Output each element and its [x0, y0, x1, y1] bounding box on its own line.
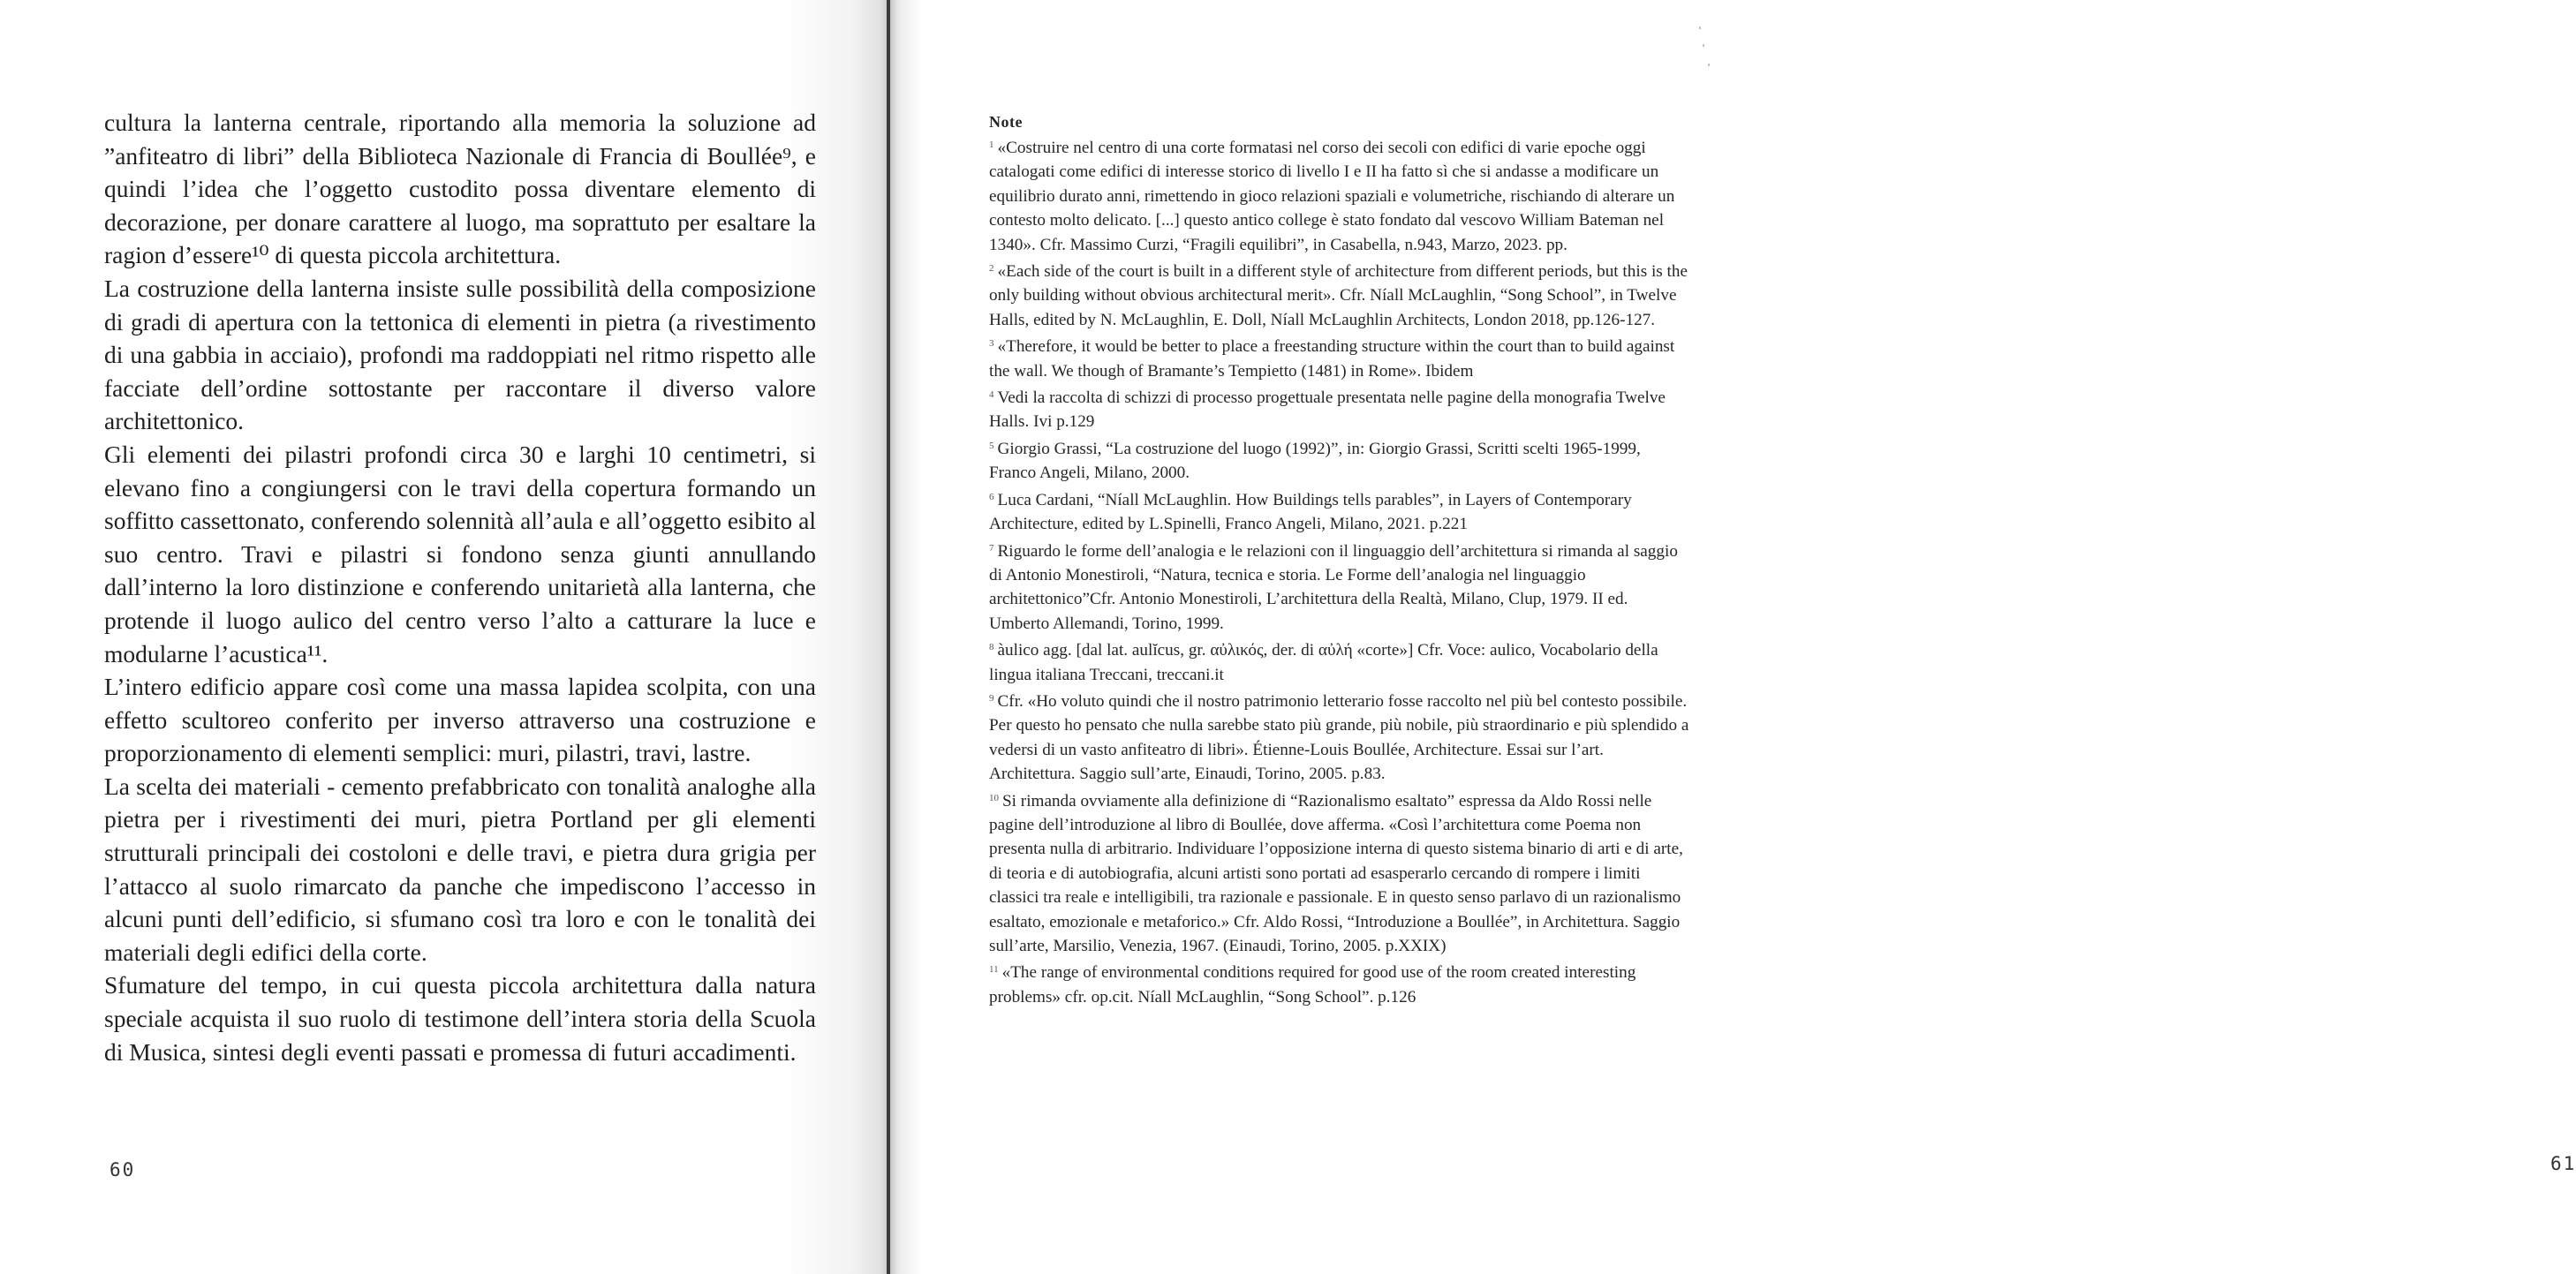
footnote: [989, 958, 1691, 1009]
paragraph: cultura la lanterna centrale, riportando alla memoria la soluzione ad ”anfiteatro di libri” della Biblioteca Nazionale di Francia di Boullée⁹, e quindi l’idea che l’oggetto custodito possa diventare elemento di decorazione, per donare carattere al luogo, ma soprattuto per esaltare la ragion d’essere¹⁰ di questa piccola architettura.: [104, 109, 816, 269]
footnote-number: 3: [989, 338, 994, 350]
footnote-number: 10: [989, 792, 999, 803]
footnote: [989, 537, 1691, 637]
footnote-number: 4: [989, 389, 994, 401]
gutter-line: [887, 0, 890, 1274]
footnote-number: 9: [989, 692, 994, 704]
footnote: [989, 636, 1691, 687]
scan-specks: [1696, 18, 1731, 79]
notes-heading: Note: [989, 113, 1023, 131]
footnote-number: 5: [989, 440, 994, 451]
page-number: 61: [2550, 1153, 2576, 1174]
footnote-text: Giorgio Grassi, “La costruzione del luogo (1992)”, in: Giorgio Grassi, Scritti scelti 1965-1999, Franco Angeli, Milano, 2000.: [989, 439, 1641, 483]
left-page: [0, 0, 888, 1274]
footnote-number: 11: [989, 964, 999, 976]
footnote: [989, 434, 1691, 486]
footnote-text: Si rimanda ovviamente alla definizione di “Razionalismo esaltato” espressa da Aldo Rossi nelle pagine dell’introduzione al libro di Boullée, dove afferma. «Così l’architettura come Poema non presenta nulla di arbitrario. Individuare l’opposizione interna di questo sistema binario di arti e di arte, di teoria e di autobiografia, alcuni artisti sono portati ad esasperarlo cercando di rompere i limiti classici tra reale e intelligibili, tra razionale e passionale. E in questo senso parlavo di un razionalismo esaltato, emozionale e metaforico.» Cfr. Aldo Rossi, “Introduzione a Boullée”, in Architettura. Saggio sull’arte, Marsilio, Venezia, 1967. (Einaudi, Torino, 2005. p.XXIX): [989, 791, 1683, 955]
footnote: [989, 383, 1691, 434]
footnote-text: «Each side of the court is built in a different style of architecture from different periods, but this is the only building without obvious architectural merit». Cfr. Níall McLaughlin, “Song School”, in Twelve Halls, edited by N. McLaughlin, E. Doll, Níall McLaughlin Architects, London 2018, pp.126-127.: [989, 262, 1688, 329]
footnote: [989, 133, 1691, 257]
footnote-number: 8: [989, 642, 994, 653]
footnote-text: àulico agg. [dal lat. aulĭcus, gr. αὐλικός, der. di αὐλή «corte»] Cfr. Voce: aulico, Vocabolario della lingua italiana Treccani, treccani.it: [989, 641, 1658, 684]
footnote: [989, 332, 1691, 383]
right-page: [888, 0, 2576, 1274]
footnote: [989, 486, 1691, 537]
footnote-number: 6: [989, 491, 994, 502]
speck: [1703, 44, 1704, 47]
body-text: [104, 106, 816, 1068]
paragraph: Sfumature del tempo, in cui questa piccola architettura dalla natura speciale acquista il suo ruolo di testimone dell’intera storia della Scuola di Musica, sintesi degli eventi passati e promessa di futuri accadimenti.: [104, 971, 816, 1066]
footnote-text: «Therefore, it would be better to place a freestanding structure within the court than to build against the wall. We though of Bramante’s Tempietto (1481) in Rome». Ibidem: [989, 337, 1675, 381]
footnote-text: Cfr. «Ho voluto quindi che il nostro patrimonio letterario fosse raccolto nel più bel contesto possibile. Per questo ho pensato che nulla sarebbe stato più grande, più nobile, più straordinario e più splendido a vedersi di un vasto anfiteatro di libri». Étienne-Louis Boullée, Architecture. Essai sur l’art. Architettura. Saggio sull’arte, Einaudi, Torino, 2005. p.83.: [989, 691, 1689, 784]
footnote-text: «The range of environmental conditions required for good use of the room created interesting problems» cfr. op.cit. Níall McLaughlin, “Song School”. p.126: [989, 963, 1636, 1006]
speck: [1708, 64, 1710, 66]
paragraph: La costruzione della lanterna insiste sulle possibilità della composizione di gradi di apertura con la tettonica di elementi in pietra (a rivestimento di una gabbia in acciaio), profondi ma raddoppiati nel ritmo rispetto alle facciate dell’ordine sottostante per raccontare il diverso valore architettonico.: [104, 274, 816, 435]
footnote-text: «Costruire nel centro di una corte formatasi nel corso dei secoli con edifici di varie epoche oggi catalogati come edifici di interesse storico di livello I e II ha fatto sì che si andasse a modificare un equilibrio durato anni, rimettendo in gioco relazioni spaziali e volumetriche, rischiando di alterare un contesto molto delicato. [...] questo antico college è stato fondato dal vescovo William Bateman nel 1340». Cfr. Massimo Curzi, “Fragili equilibri”, in Casabella, n.943, Marzo, 2023. pp.: [989, 139, 1675, 254]
footnote-number: 1: [989, 139, 994, 150]
footnote-number: 2: [989, 263, 994, 275]
notes-section: [989, 110, 1691, 1009]
footnote: [989, 257, 1691, 332]
footnote-number: 7: [989, 542, 994, 554]
speck: [1699, 26, 1701, 29]
paragraph: L’intero edificio appare così come una massa lapidea scolpita, con una effetto scultoreo conferito per inverso attraverso una costruzione e proporzionamento di elementi semplici: muri, pilastri, travi, lastre.: [104, 673, 816, 767]
paragraph: La scelta dei materiali - cemento prefabbricato con tonalità analoghe alla pietra per i rivestimenti dei muri, pietra Portland per gli elementi strutturali principali dei costoloni e delle travi, e pietra dura grigia per l’attacco al suolo rimarcato da panche che impediscono l’accesso in alcuni punti dell’edificio, si sfumano così tra loro e con le tonalità dei materiali degli edifici della corte.: [104, 772, 816, 966]
footnote-text: Vedi la raccolta di schizzi di processo progettuale presentata nelle pagine della monografia Twelve Halls. Ivi p.129: [989, 388, 1666, 432]
paragraph: Gli elementi dei pilastri profondi circa 30 e larghi 10 centimetri, si elevano fino a congiungersi con le travi della copertura formando un soffitto cassettonato, conferendo solennità all’aula e all’oggetto esibito al suo centro. Travi e pilastri si fondono senza giunti annullando dall’interno la loro distinzione e conferendo unitarietà alla lanterna, che protende il luogo aulico del centro verso l’alto a catturare la luce e modularne l’acustica¹¹.: [104, 440, 816, 667]
footnote-text: Luca Cardani, “Níall McLaughlin. How Buildings tells parables”, in Layers of Contemporary Architecture, edited by L.Spinelli, Franco Angeli, Milano, 2021. p.221: [989, 490, 1632, 534]
footnote: [989, 787, 1691, 959]
footnote: [989, 687, 1691, 787]
footnote-text: Riguardo le forme dell’analogia e le relazioni con il linguaggio dell’architettura si rimanda al saggio di Antonio Monestiroli, “Natura, tecnica e storia. Le Forme dell’analogia nel linguaggio architettonico”Cfr. Antonio Monestiroli, L’architettura della Realtà, Milano, Clup, 1979. II ed. Umberto Allemandi, Torino, 1999.: [989, 541, 1678, 633]
page-number: 60: [110, 1159, 136, 1180]
